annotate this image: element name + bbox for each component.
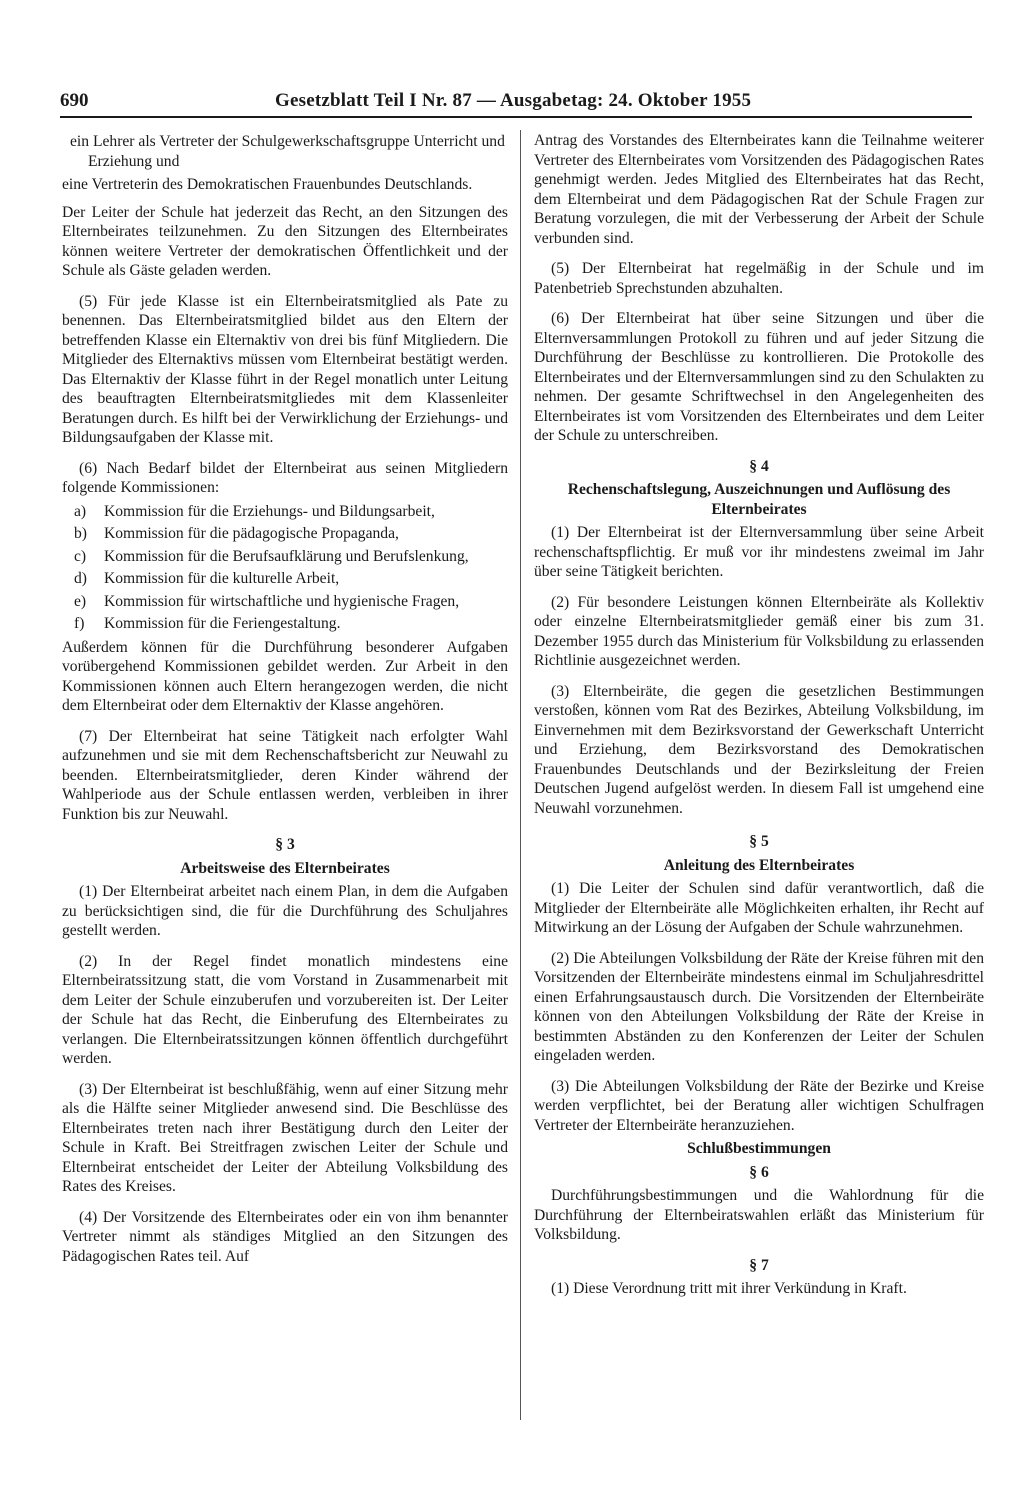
paragraph-7-1: (1) Diese Verordnung tritt mit ihrer Verkündung in Kraft. bbox=[551, 1280, 907, 1297]
section-3-number: § 3 bbox=[275, 836, 295, 853]
paragraph-5-2: (2) Die Abteilungen Volksbildung der Räte der Kreise führen mit den Vorsitzenden der Elternbeiräte mindestens einmal im Schuljahresdrittel einen Erfahrungsaustausch durch. Die Vorsitzenden der Elternbeiräte können von den Abteilungen Volksbildung der Räte der Kreise in bestimmten Abständen zu den Konferenzen der Leiter der Schulen eingeladen werden. bbox=[534, 949, 984, 1064]
paragraph-4-3: (3) Elternbeiräte, die gegen die gesetzlichen Bestimmungen verstoßen, können vom Rat des Bezirkes, Abteilung Volksbildung, im Einvernehmen mit dem Bezirksvorstand der Gewerkschaft Unterricht und Erziehung, dem Bezirksvorstand des Demokratischen Frauenbundes Deutschlands und der Bezirksleitung der Freien Deutschen Jugend aufgelöst werden. In diesem Fall ist umgehend eine Neuwahl vorzunehmen. bbox=[534, 682, 984, 817]
paragraph-3-6: (6) Der Elternbeirat hat über seine Sitzungen und über die Elternversammlungen Protokoll zu führen und auf jeder Sitzung die Durchführung der Beschlüsse zu kontrollieren. Die Protokolle des Elternbeirates und der Elternversammlungen sind zu den Schulakten zu nehmen. Der gesamte Schriftwechsel in den Angelegenheiten des Elternbeirates ist vom Vorsitzenden des Elternbeirates und dem Leiter der Schule zu unterschreiben. bbox=[534, 310, 984, 444]
paragraph-2-7: (7) Der Elternbeirat hat seine Tätigkeit nach erfolgter Wahl aufzunehmen und sie mit dem Rechenschaftsbericht zur Neuwahl zu beenden. Elternbeiratsmitglieder, deren Kinder während der Wahlperiode aus der Schule entlassen werden, verbleiben in ihrer Funktion bis zur Neuwahl. bbox=[62, 727, 508, 823]
page-header bbox=[60, 90, 972, 118]
commission-label: b) bbox=[74, 525, 87, 542]
commission-item bbox=[62, 614, 508, 634]
section-4-heading: Rechenschaftslegung, Auszeichnungen und Auflösung des Elternbeirates bbox=[567, 481, 951, 518]
commission-text: Kommission für die Berufsaufklärung und Berufslenkung, bbox=[104, 547, 469, 565]
paragraph-3-2: (2) In der Regel findet monatlich mindestens eine Elternbeiratssitzung statt, die vom Vorstand in Zusammenarbeit mit dem Leiter der Schule einzuberufen und vorzubereiten ist. Der Leiter der Schule hat das Recht, die Einberufung des Elternbeirates zu verlangen. Die Elternbeiratssitzungen können öffentlich durchgeführt werden. bbox=[62, 952, 508, 1067]
paragraph-4-1: (1) Der Elternbeirat ist der Elternversammlung über seine Arbeit rechenschaftspflichtig. Er muß vor ihr mindestens zweimal im Jahr über seine Tätigkeit berichten. bbox=[534, 524, 984, 580]
commission-text: Kommission für die pädagogische Propaganda, bbox=[104, 525, 399, 542]
paragraph-4-2: (2) Für besondere Leistungen können Elternbeiräte als Kollektiv oder einzelne Elternbeiratsmitglieder gemäß einer bis zum 31. Dezember 1955 durch das Ministerium für Volksbildung zu erlassenden Richtlinie ausgezeichnet werden. bbox=[534, 593, 984, 669]
commission-list bbox=[62, 502, 508, 634]
commission-label: f) bbox=[74, 615, 85, 632]
paragraph-2-5: (5) Für jede Klasse ist ein Elternbeiratsmitglied als Pate zu benennen. Das Elternbeiratsmitglied bildet aus den Eltern der betreffenden Klasse ein Elternaktiv von drei bis fünf Mitgliedern. Die Mitglieder des Elternaktivs müssen vom Elternbeirat bestätigt werden. Das Elternaktiv der Klasse führt in der Regel monatlich unter Leitung des beauftragten Elternbeiratsmitgliedes mit dem Klassenleiter Beratungen durch. Es hilft bei der Verwirklichung der Erziehungs- und Bildungsaufgaben der Klasse mit. bbox=[62, 292, 508, 446]
left-column bbox=[62, 132, 508, 1277]
commission-item bbox=[62, 592, 508, 612]
paragraph-3-5: (5) Der Elternbeirat hat regelmäßig in der Schule und im Patenbetrieb Sprechstunden abzuhalten. bbox=[534, 260, 984, 297]
section-5-heading: Anleitung des Elternbeirates bbox=[663, 856, 855, 874]
commission-item bbox=[62, 547, 508, 567]
section-5-number: § 5 bbox=[749, 833, 769, 850]
final-provisions-heading: Schlußbestimmungen bbox=[687, 1140, 831, 1157]
commission-text: Kommission für die Erziehungs- und Bildungsarbeit, bbox=[104, 502, 435, 520]
paragraph-3-4-continued: Antrag des Vorstandes des Elternbeirates kann die Teilnahme weiterer Vertreter des Elternbeirates vom Vorsitzenden des Pädagogischen Rates genehmigt werden. Jedes Mitglied des Elternbeirates hat das Recht, dem Elternbeirat und dem Pädagogischen Rat der Schule Fragen zur Beratung vorzulegen, die mit der Verbesserung der Arbeit der Schule verbunden sind. bbox=[534, 132, 984, 247]
member-item: eine Vertreterin des Demokratischen Frauenbundes Deutschlands. bbox=[62, 176, 473, 193]
commission-label: a) bbox=[74, 502, 87, 520]
paragraph-3-1: (1) Der Elternbeirat arbeitet nach einem Plan, in dem die Aufgaben zu berücksichtigen sind, die für die Durchführung des Schuljahres gestellt werden. bbox=[62, 883, 508, 939]
commission-label: d) bbox=[74, 570, 87, 587]
commission-item bbox=[62, 569, 508, 589]
member-item: ein Lehrer als Vertreter der Schulgewerkschaftsgruppe Unterricht und Erziehung und bbox=[70, 133, 505, 170]
page-number: 690 bbox=[60, 90, 89, 111]
paragraph-3-3: (3) Der Elternbeirat ist beschlußfähig, wenn auf einer Sitzung mehr als die Hälfte seiner Mitglieder anwesend sind. Die Beschlüsse des Elternbeirates treten nach ihrer Bestätigung durch den Leiter der Schule in Kraft. Bei Streitfragen zwischen Leiter der Schule und Elternbeirat entscheidet der Leiter der Abteilung Volksbildung des Rates des Kreises. bbox=[62, 1080, 508, 1195]
section-3-heading: Arbeitsweise des Elternbeirates bbox=[180, 859, 390, 877]
paragraph-school-leader: Der Leiter der Schule hat jederzeit das Recht, an den Sitzungen des Elternbeirates teilzunehmen. Zu den Sitzungen des Elternbeirates können weitere Vertreter der demokratischen Öffentlichkeit und der Schule als Gäste geladen werden. bbox=[62, 203, 508, 279]
commission-label: c) bbox=[74, 547, 87, 565]
commission-text: Kommission für wirtschaftliche und hygienische Fragen, bbox=[104, 592, 460, 610]
commission-item bbox=[62, 524, 508, 544]
paragraph-2-6-intro: (6) Nach Bedarf bildet der Elternbeirat aus seinen Mitgliedern folgende Kommissionen: bbox=[62, 459, 508, 496]
commission-item bbox=[62, 502, 508, 522]
section-7-number: § 7 bbox=[749, 1256, 769, 1274]
member-list bbox=[62, 132, 508, 195]
paragraph-5-1: (1) Die Leiter der Schulen sind dafür verantwortlich, daß die Mitglieder der Elternbeiräte alle Möglichkeiten erhalten, ihr Recht auf Mitwirkung an der Lösung der Aufgaben der Schule wahrzunehmen. bbox=[534, 880, 984, 936]
paragraph-6: Durchführungsbestimmungen und die Wahlordnung für die Durchführung der Elternbeiratswahlen erläßt das Ministerium für Volksbildung. bbox=[534, 1187, 984, 1243]
paragraph-2-6-after: Außerdem können für die Durchführung besonderer Aufgaben vorübergehend Kommissionen gebildet werden. Zur Arbeit in den Kommissionen können auch Eltern herangezogen werden, die nicht dem Elternbeirat oder dem Elternaktiv der Klasse angehören. bbox=[62, 638, 508, 714]
paragraph-3-4: (4) Der Vorsitzende des Elternbeirates oder ein von ihm benannter Vertreter nimmt als ständiges Mitglied an den Sitzungen des Pädagogischen Rates teil. Auf bbox=[62, 1208, 508, 1265]
right-column bbox=[534, 131, 984, 1310]
commission-text: Kommission für die Feriengestaltung. bbox=[104, 615, 341, 632]
gazette-title: Gesetzblatt Teil I Nr. 87 — Ausgabetag: 24. Oktober 1955 bbox=[275, 90, 752, 111]
section-6-number: § 6 bbox=[749, 1163, 769, 1181]
column-divider bbox=[520, 130, 521, 1420]
section-4-number: § 4 bbox=[749, 457, 769, 475]
commission-label: e) bbox=[74, 592, 87, 610]
paragraph-5-3: (3) Die Abteilungen Volksbildung der Räte der Bezirke und Kreise werden verpflichtet, bei der Beratung aller wichtigen Schulfragen Vertreter der Elternbeiräte heranzuziehen. bbox=[534, 1077, 984, 1134]
commission-text: Kommission für die kulturelle Arbeit, bbox=[104, 570, 340, 587]
